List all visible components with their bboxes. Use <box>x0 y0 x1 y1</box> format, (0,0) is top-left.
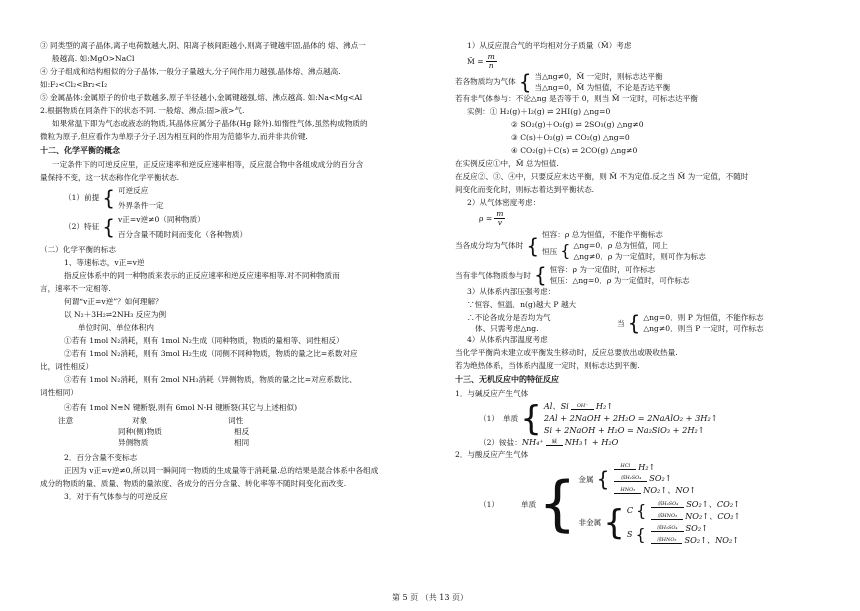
table-cell: 相反 <box>234 426 250 436</box>
text-line: 言，速率不一定相等. <box>40 283 111 293</box>
feature-item: v正=v逆≠0（同种物质） <box>117 214 205 224</box>
formula-label: ρ = <box>479 214 493 224</box>
text-line: 以 N₂＋3H₂⇌2NH₃ 反应为例 <box>64 309 167 319</box>
premise-item: 外界条件一定 <box>117 200 164 210</box>
condition-item: 当△ng≠0，M̄ 一定时，则标志达平衡 <box>534 71 663 81</box>
product: SO₂↑、CO₂↑ <box>686 499 740 510</box>
arrow-label: HNO₃ <box>620 487 636 494</box>
example-line: 实例：① H₂(g)＋I₂(g) ⇌ 2HI(g) △ng=0 <box>467 106 611 116</box>
equation: 2Al + 2NaOH + 2H₂O = 2NaAlO₂ + 3H₂↑ <box>543 412 718 423</box>
feature-label: （2）特征 <box>64 222 100 232</box>
left-column <box>40 40 435 504</box>
section-heading: 十三、无机反应中的特征反应 <box>455 375 559 385</box>
brace-icon: { <box>102 214 115 239</box>
table-header: 词性 <box>228 415 244 425</box>
group-label: 非金属 <box>578 518 602 528</box>
text-line: ③ 同类型的离子晶体,离子电荷数越大,阴、阳离子核间距越小,则离子键越牢固,晶体的 熔、沸点一 <box>40 41 366 50</box>
section-heading: 十二、化学平衡的概念 <box>40 146 120 155</box>
reactant: NH₄⁺ <box>521 436 544 447</box>
brace-icon: { <box>538 469 577 540</box>
brace-icon: { <box>635 524 646 544</box>
text-line: ∵恒容、恒温．n(g)越大 P 越大 <box>467 300 577 310</box>
product: H₂↑ <box>638 461 656 472</box>
product: SO₂↑、NO₂↑ <box>684 534 740 545</box>
all-gas-block <box>455 71 830 93</box>
reactant: Al、Si <box>543 400 569 411</box>
nonmetal-group <box>578 499 740 547</box>
base-gas-block <box>455 398 830 439</box>
text-line: ①若有 1mol N₂消耗，则有 1mol N₂生成（同种物质，物质的量相等、词性相反） <box>64 335 344 345</box>
condition-label: 单质 <box>521 499 537 509</box>
text-line: 1．与碱反应产生气体 <box>455 388 529 398</box>
text-line: 正因为 v正=v逆≠0,所以同一瞬间同一物质的生成量等于消耗量.总的结果是混合体系中各组成 <box>64 465 379 475</box>
product: NH₃↑ + H₂O <box>564 436 619 447</box>
text-line: 指反应体系中的同一种物质来表示的正反应速率和逆反应速率相等.对不同种物质而 <box>64 270 340 280</box>
condition-item: △ng=0．ρ 总为恒值，同上 <box>573 241 668 251</box>
arrow-icon <box>571 404 594 410</box>
condition-label: 当各成分均为气体时 <box>455 241 524 251</box>
text-line: 体、只需考虑△ng. <box>475 324 539 334</box>
text-line: 2．百分含量不变标志 <box>64 452 138 462</box>
text-line: 一定条件下的可逆反应里，正反应速率和逆反应速率相等，反应混合物中各组成成分的百分含 <box>52 159 364 169</box>
subheading: （二）化学平衡的标志 <box>40 244 116 254</box>
arrow-icon <box>614 476 647 482</box>
text-line: ④若有 1mol N≡N 键断裂,则有 6mol N-H 键断裂(其它与上述相似) <box>64 402 298 412</box>
premise-label: （1）前提 <box>64 193 100 203</box>
arrow-label: 碱 <box>551 438 557 445</box>
text-line: 2）从气体密度考虑： <box>467 197 541 207</box>
text-line: 1、等速标志，v正=v逆 <box>64 257 145 267</box>
equation: Si + 2NaOH + H₂O = Na₂SiO₃ + 2H₂↑ <box>543 424 705 435</box>
brace-icon: { <box>596 467 610 492</box>
condition-label: 单质 <box>503 414 519 424</box>
element-label: C <box>626 505 634 516</box>
table-header: 注意 <box>58 415 74 425</box>
group-label: 金属 <box>578 474 594 484</box>
arrow-label: OH⁻ <box>576 402 588 409</box>
pressure-block <box>455 312 830 334</box>
table-cell: 相同 <box>234 437 250 447</box>
text-line: 微粒为原子,但应看作为单原子分子.因为相互间的作用为范德华力,而并非共价键. <box>40 132 308 141</box>
text-line: ③若有 1mol N₂消耗，则有 2mol NH₃消耗（异侧物质，物质的量之比=对应系数比、 <box>64 374 357 384</box>
condition-item: 恒容：ρ 为一定值时，可作标志 <box>549 265 656 275</box>
text-line: 若有非气体参与：不论△ng 是否等于 0，则当 M̄ 一定时，可标志达平衡 <box>455 93 698 103</box>
text-line: 1）从反应混合气的平均相对分子质量（M̄）考虑 <box>467 41 632 50</box>
product: NO₂↑、CO₂↑ <box>685 511 741 522</box>
fraction <box>494 210 505 228</box>
brace-icon: { <box>560 241 571 261</box>
premise-item: 可逆反应 <box>117 185 149 195</box>
text-line: 单位时间、单位体积内 <box>78 322 154 332</box>
text-line: 量保持不变，这一状态称作化学平衡状态. <box>40 172 180 182</box>
formula-label: M̄ = <box>467 57 484 67</box>
condition-label: 恒压 <box>542 246 558 256</box>
arrow-icon <box>651 502 684 508</box>
brace-icon: { <box>627 311 641 336</box>
arrow-icon <box>651 514 683 520</box>
denominator: v <box>497 218 502 228</box>
arrow-label: 浓H₂SO₄ <box>657 501 679 508</box>
text-line: 词性相同） <box>40 387 78 397</box>
note-table <box>40 415 435 448</box>
feature-block <box>40 214 435 240</box>
text-line: 3．对于有气体参与的可逆反应 <box>64 491 168 501</box>
denominator: n <box>488 61 494 71</box>
condition-item: △ng=0．则 P 为恒值，不能作标志 <box>643 313 764 323</box>
text-line: 成分的物质的量、质量、物质的量浓度、各成分的百分含量、转化率等不随时间变化而改变. <box>40 478 347 488</box>
text-line: ∴不论各成分是否均为气 <box>467 313 551 323</box>
condition-item: 当△ng=0，M̄ 为恒值，不论是否达平衡 <box>534 82 671 92</box>
table-header: 对象 <box>132 415 148 425</box>
product: SO₂↑ <box>685 522 708 533</box>
text-line: 如:F₂<Cl₂<Br₂<I₂ <box>40 80 108 89</box>
density-nongas-block <box>455 264 830 286</box>
text-line: ④ 分子组成和结构相似的分子晶体,一般分子量越大,分子间作用力越强,晶体熔、沸点越高. <box>40 67 341 76</box>
arrow-label: 浓H₂SO₄ <box>656 524 678 531</box>
arrow-label: 浓H₂SO₄ <box>620 475 642 482</box>
brace-icon: { <box>520 398 542 439</box>
arrow-icon <box>546 440 563 446</box>
text-line: 如果常温下即为气态或液态的物质,其晶体应属分子晶体(Hg 除外).如惰性气体,虽然构成物质的 <box>52 119 368 128</box>
condition-item: △ng≠0．ρ 为一定值时，则可作为标志 <box>573 252 706 262</box>
feature-item: 百分含量不随时间而变化（各种物质） <box>117 229 248 239</box>
density-all-gas-block <box>455 229 830 262</box>
brace-icon: { <box>636 501 647 521</box>
premise-block <box>40 185 435 211</box>
example-line: ② SO₂(g)＋O₂(g) ⇌ 2SO₃(g) △ng≠0 <box>511 119 644 129</box>
brace-icon: { <box>603 502 625 543</box>
metal-group <box>578 462 740 498</box>
condition-item: 恒压：△ng=0．ρ 为一定值时，可作标志 <box>549 276 690 286</box>
text-line: 2.根据物质在同条件下的状态不同. 一般熔、沸点:固>液>气. <box>40 106 245 115</box>
item-number: （2）铵盐： <box>479 438 522 448</box>
product: NO₂↑、NO↑ <box>643 485 697 496</box>
condition-label: 当有非气体物质参与时 <box>455 270 531 280</box>
text-line: 般越高. 如:MgO>NaCl <box>52 54 135 63</box>
condition-label: 若各物质均为气体 <box>455 77 516 87</box>
text-line: 何谓“v正=v逆”？如何理解？ <box>64 296 163 306</box>
text-line: 间变化而变化时，则标志着达到平衡状态. <box>455 184 595 194</box>
arrow-icon <box>614 464 636 470</box>
numerator: m <box>487 52 495 61</box>
arrow-icon <box>614 488 641 494</box>
text-line: 2．与酸反应产生气体 <box>455 449 529 459</box>
text-line: 3）从体系内部压强考虑： <box>467 287 556 297</box>
arrow-label: 浓HNO₃ <box>656 536 677 543</box>
text-line: 在实例反应①中，M̄ 总为恒值. <box>455 158 559 168</box>
text-line: 4）从体系内部温度考虑 <box>467 335 548 345</box>
numerator: m <box>496 208 504 218</box>
text-line: 当化学平衡尚未建立或平衡发生移动时，反应总要放出或吸收热量. <box>455 348 678 358</box>
product: H₂↑ <box>595 400 614 411</box>
table-cell: 同种(侧)物质 <box>118 426 162 436</box>
mean-mass-formula <box>455 53 830 71</box>
item-number: （1） <box>479 499 500 509</box>
density-formula <box>455 210 830 228</box>
brace-icon: { <box>533 263 547 288</box>
arrow-label: HCl <box>620 463 631 470</box>
element-label: S <box>626 528 633 539</box>
condition-item: △ng≠0．则当 P 一定时，可作标志 <box>643 324 764 334</box>
arrow-icon <box>651 526 684 532</box>
text-line: 比，词性相反） <box>40 361 94 371</box>
right-column <box>455 40 830 547</box>
text-line: 在反应②、③、④中，只要反应未达平衡，则 M̄ 不为定值.反之当 M̄ 为一定值，不随时 <box>455 171 749 181</box>
text-line: ②若有 1mol N₂消耗，则有 3mol H₂生成（同侧不同种物质，物质的量之比=系数对应 <box>64 348 358 358</box>
brace-icon: { <box>102 185 115 210</box>
arrow-icon <box>651 538 683 544</box>
item-number: （1） <box>479 414 500 424</box>
example-line: ③ C(s)＋O₂(g) ⇌ CO₂(g) △ng=0 <box>511 132 630 142</box>
product: SO₂↑ <box>649 473 672 484</box>
text-line: 若为绝热体系，当体系内温度一定时，则标志达到平衡. <box>455 361 640 371</box>
ammonium-block <box>455 437 830 449</box>
brace-icon: { <box>526 233 540 258</box>
condition-item: 恒容：ρ 总为恒值，不能作平衡标志 <box>542 230 663 240</box>
example-line: ④ CO₂(g)＋C(s) ⇌ 2CO(g) △ng≠0 <box>511 145 638 155</box>
table-cell: 异侧物质 <box>118 437 149 447</box>
arrow-label: 浓HNO₃ <box>657 513 678 520</box>
text-line: ⑤ 金属晶体:金属原子的价电子数越多,原子半径越小,金属键越强,熔、沸点越高. 如:Na<Mg<Al <box>40 93 363 102</box>
page-footer: 第 5 页 （共 13 页） <box>392 593 468 602</box>
acid-gas-block <box>455 462 830 547</box>
fraction <box>486 53 497 71</box>
brace-icon: { <box>518 69 532 94</box>
condition-label: 当 <box>617 318 625 328</box>
